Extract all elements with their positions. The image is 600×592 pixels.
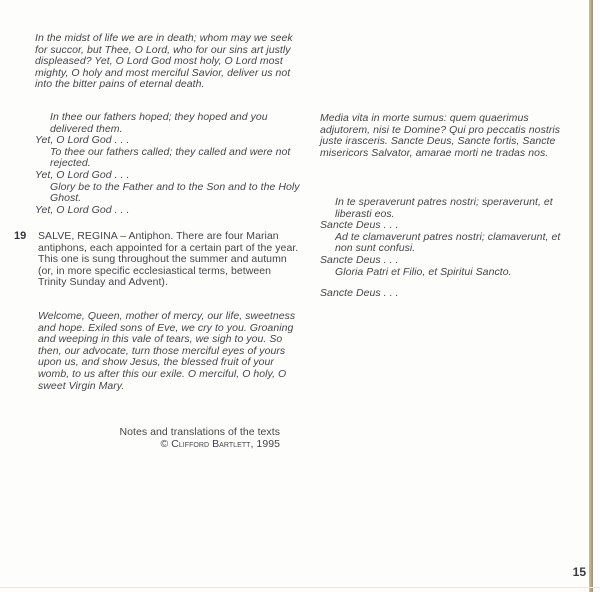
versicle-response: To thee our fathers called; they called and were not rejected.	[50, 145, 291, 170]
bottom-scan-edge	[0, 587, 600, 588]
versicle-cue: Sancte Deus . . .	[320, 219, 399, 232]
salve-regina-translation: Welcome, Queen, mother of mercy, our life, sweetness and hope. Exiled sons of Eve, we cry to you. Groaning and weeping in this vale of tears, we sigh to you. So then, our advocate, turn those merciful eyes of yours upon us, and show Jesus, the blessed fruit of your womb, to us after this our exile. O merciful, O holy, O sweet Virgin Mary.	[38, 310, 296, 392]
latin-versicle-list	[320, 197, 572, 278]
versicle-cue: Sancte Deus . . .	[320, 253, 399, 266]
track-number: 19	[14, 230, 27, 242]
english-versicle-list	[35, 112, 303, 216]
versicle-response: In thee our fathers hoped; they hoped and you delivered them.	[50, 111, 268, 135]
english-translation-paragraph: In the midst of life we are in death; whom may we seek for succor, but Thee, O Lord, who for our sins art justly displeased? Yet, O Lord God most holy, O Lord most mighty, O holy and most merciful Savior, deliver us not into the bitter pains of eternal death.	[35, 32, 293, 91]
versicle-response: Gloria Patri et Filio, et Spiritui Sancto.	[335, 265, 512, 278]
copyright-line: © Clifford Bartlett, 1995	[160, 437, 280, 450]
latin-original-paragraph: Media vita in morte sumus: quem quaerimus adjutorem, nisi te Domine? Qui pro peccatis nostris juste irasceris. Sancte Deus, Sancte fortis, Sancte misericors Salvator, amarae morti ne tradas nos.	[320, 112, 561, 159]
track-19-note	[14, 231, 306, 289]
versicle-response: In te speraverunt patres nostri; speraverunt, et liberasti eos.	[335, 196, 553, 220]
page-edge-rule	[589, 0, 593, 592]
credits	[35, 427, 280, 450]
track-note-text: SALVE, REGINA – Antiphon. There are four Marian antiphons, each appointed for a certain part of the year. This one is sung throughout the summer and autumn (or, in more specific ecclesiastical terms, between Trinity Sunday and Advent).	[38, 230, 299, 289]
page-number: 15	[572, 565, 586, 579]
versicle-response: Ad te clamaverunt patres nostri; clamaverunt, et non sunt confusi.	[335, 230, 561, 255]
versicle-cue: Yet, O Lord God . . .	[35, 203, 130, 216]
credit-line: Notes and translations of the texts	[119, 426, 280, 438]
versicle-cue: Yet, O Lord God . . .	[35, 134, 130, 147]
latin-final-cue: Sancte Deus . . .	[320, 287, 399, 299]
versicle-cue: Yet, O Lord God . . .	[35, 168, 130, 181]
versicle-response: Glory be to the Father and to the Son and to the Holy Ghost.	[50, 180, 300, 205]
